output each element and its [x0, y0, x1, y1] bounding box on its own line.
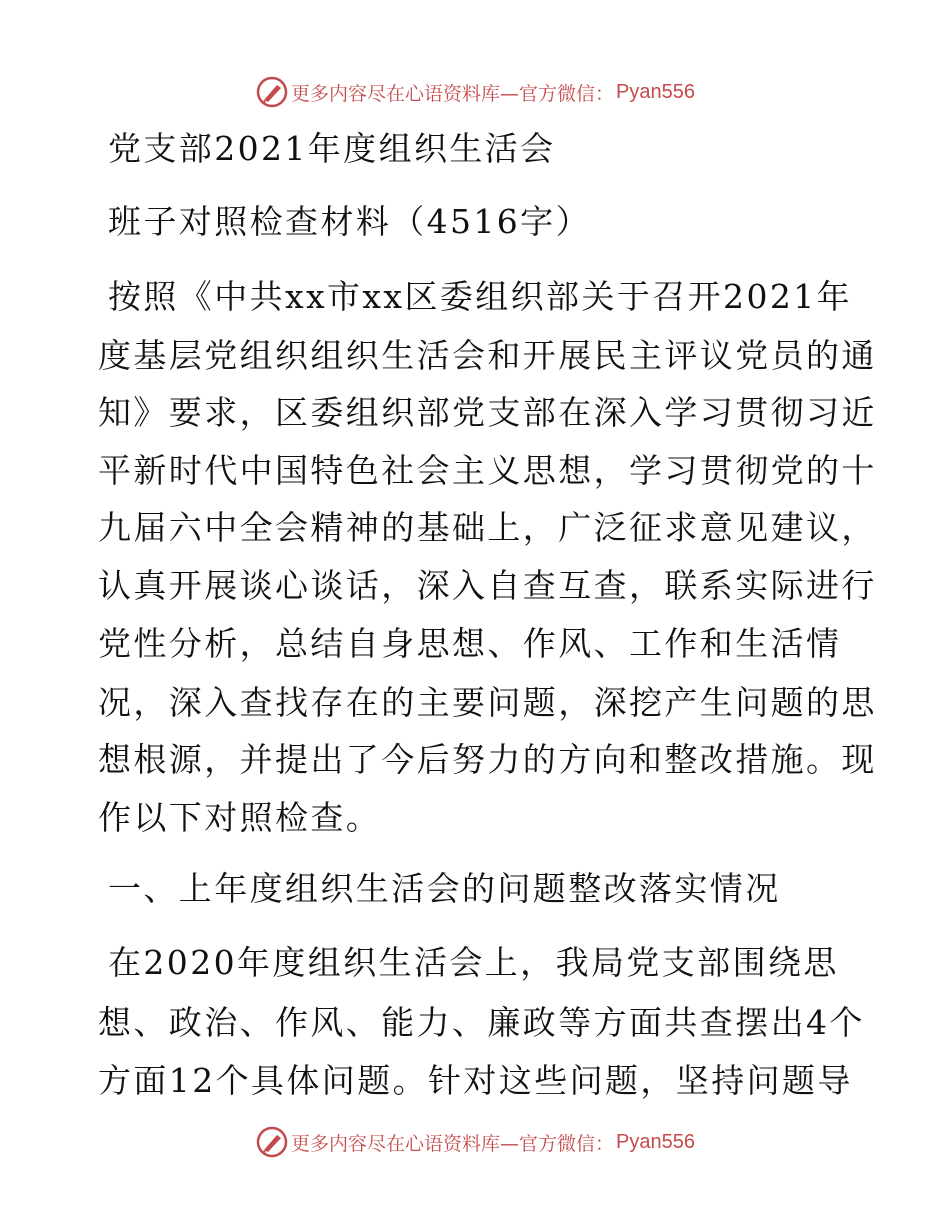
watermark-id: Pyan556 — [616, 80, 695, 103]
body-line: 知》要求，区委组织部党支部在深入学习贯彻习近 — [98, 393, 877, 432]
body-line: 想、政治、作风、能力、廉政等方面共查摆出4个 — [98, 1003, 865, 1042]
document-title: 党支部2021年度组织生活会 — [108, 129, 556, 168]
body-line: 方面12个具体问题。针对这些问题，坚持问题导 — [98, 1061, 853, 1100]
watermark-text: 更多内容尽在心语资料库—官方微信： — [291, 1132, 615, 1155]
pen-logo-icon — [255, 1125, 289, 1159]
body-line: 九届六中全会精神的基础上，广泛征求意见建议， — [98, 508, 877, 547]
body-line: 度基层党组织组织生活会和开展民主评议党员的通 — [98, 336, 877, 375]
pen-logo-icon — [255, 75, 289, 109]
body-line: 按照《中共xx市xx区委组织部关于召开2021年 — [108, 277, 853, 316]
watermark-header — [0, 72, 950, 112]
watermark-footer — [0, 1122, 950, 1162]
body-line: 况，深入查找存在的主要问题，深挖产生问题的思 — [98, 683, 877, 722]
watermark-id: Pyan556 — [616, 1130, 695, 1153]
document-subtitle: 班子对照检查材料（4516字） — [108, 202, 591, 241]
body-line: 想根源，并提出了今后努力的方向和整改措施。现 — [98, 740, 877, 779]
body-line: 平新时代中国特色社会主义思想，学习贯彻党的十 — [98, 451, 877, 490]
body-line: 党性分析，总结自身思想、作风、工作和生活情 — [98, 624, 842, 663]
body-line: 认真开展谈心谈话，深入自查互查，联系实际进行 — [98, 566, 877, 605]
section-heading: 一、上年度组织生活会的问题整改落实情况 — [108, 869, 781, 908]
watermark-text: 更多内容尽在心语资料库—官方微信： — [291, 82, 615, 105]
body-line: 在2020年度组织生活会上，我局党支部围绕思 — [108, 943, 839, 982]
body-line: 作以下对照检查。 — [98, 798, 382, 837]
